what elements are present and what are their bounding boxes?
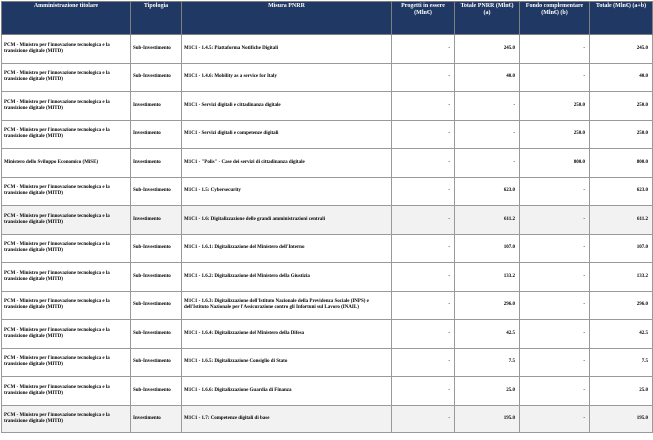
cell-totale: 250.0 [590, 120, 653, 149]
cell-misura: M1C1 - 1.6: Digitalizzazione delle grandi amministrazioni centrali [182, 206, 392, 235]
cell-fondo: - [520, 63, 590, 92]
cell-misura: M1C1 - 1.6.6: Digitalizzazione Guardia di Finanza [182, 377, 392, 406]
cell-amministrazione: PCM - Ministro per l'innovazione tecnologica e la transizione digitale (MITD) [2, 405, 131, 432]
table-row [2, 177, 653, 206]
cell-tipologia: Sub-Investimento [131, 177, 182, 206]
cell-tipologia: Sub-Investimento [131, 377, 182, 406]
cell-totale-pnrr: 296.0 [455, 291, 520, 320]
cell-tipologia: Sub-Investimento [131, 348, 182, 377]
cell-totale: 42.5 [590, 320, 653, 349]
cell-fondo: 800.0 [520, 149, 590, 178]
pnrr-measures-table [1, 1, 653, 433]
cell-totale: 623.0 [590, 177, 653, 206]
cell-misura: M1C1 - 1.6.4: Digitalizzazione del Ministero della Difesa [182, 320, 392, 349]
header-fondo: Fondo complementare (Mln€) (b) [520, 2, 590, 35]
cell-misura: M1C1 - Servizi digitali e cittadinanza digitale [182, 92, 392, 121]
table-row [2, 377, 653, 406]
table-row [2, 263, 653, 292]
cell-tipologia: Investimento [131, 92, 182, 121]
cell-tipologia: Investimento [131, 149, 182, 178]
cell-progetti: - [392, 35, 455, 64]
cell-fondo: - [520, 206, 590, 235]
cell-totale: 40.0 [590, 63, 653, 92]
cell-misura: M1C1 - Servizi digitali e competenze digitali [182, 120, 392, 149]
cell-totale: 25.0 [590, 377, 653, 406]
header-totale-pnrr: Totale PNRR (Mln€) (a) [455, 2, 520, 35]
cell-misura: M1C1 - 1.7: Competenze digitali di base [182, 405, 392, 432]
cell-amministrazione: PCM - Ministro per l'innovazione tecnologica e la transizione digitale (MITD) [2, 177, 131, 206]
cell-progetti: - [392, 348, 455, 377]
table-row [2, 35, 653, 64]
header-progetti: Progetti in essere (Mln€) [392, 2, 455, 35]
cell-amministrazione: PCM - Ministro per l'innovazione tecnologica e la transizione digitale (MITD) [2, 291, 131, 320]
cell-totale: 611.2 [590, 206, 653, 235]
cell-fondo: - [520, 177, 590, 206]
cell-totale: 296.0 [590, 291, 653, 320]
cell-misura: M1C1 - 1.6.1: Digitalizzazione del Ministero dell'Interno [182, 234, 392, 263]
cell-amministrazione: PCM - Ministro per l'innovazione tecnologica e la transizione digitale (MITD) [2, 35, 131, 64]
cell-amministrazione: PCM - Ministro per l'innovazione tecnologica e la transizione digitale (MITD) [2, 120, 131, 149]
table-row [2, 149, 653, 178]
header-misura: Misura PNRR [182, 2, 392, 35]
cell-totale-pnrr: - [455, 149, 520, 178]
cell-misura: M1C1 - 1.6.5: Digitalizzazione Consiglio di Stato [182, 348, 392, 377]
cell-tipologia: Sub-Investimento [131, 263, 182, 292]
cell-fondo: - [520, 320, 590, 349]
cell-tipologia: Sub-Investimento [131, 320, 182, 349]
cell-amministrazione: PCM - Ministro per l'innovazione tecnologica e la transizione digitale (MITD) [2, 348, 131, 377]
cell-amministrazione: PCM - Ministro per l'innovazione tecnologica e la transizione digitale (MITD) [2, 63, 131, 92]
header-amministrazione: Amministrazione titolare [2, 2, 131, 35]
cell-totale-pnrr: 25.0 [455, 377, 520, 406]
cell-totale: 133.2 [590, 263, 653, 292]
table-row [2, 206, 653, 235]
table-row [2, 405, 653, 432]
cell-amministrazione: PCM - Ministro per l'innovazione tecnologica e la transizione digitale (MITD) [2, 92, 131, 121]
header-totale: Totale (Mln€) (a+b) [590, 2, 653, 35]
cell-fondo: 250.0 [520, 120, 590, 149]
cell-totale-pnrr: 611.2 [455, 206, 520, 235]
cell-fondo: 250.0 [520, 92, 590, 121]
cell-misura: M1C1 - 1.6.2: Digitalizzazione del Ministero della Giustizia [182, 263, 392, 292]
cell-fondo: - [520, 35, 590, 64]
cell-totale-pnrr: 107.0 [455, 234, 520, 263]
cell-totale: 7.5 [590, 348, 653, 377]
cell-tipologia: Sub-Investimento [131, 234, 182, 263]
cell-progetti: - [392, 149, 455, 178]
cell-totale-pnrr: 40.0 [455, 63, 520, 92]
table-row [2, 291, 653, 320]
cell-totale: 245.0 [590, 35, 653, 64]
cell-amministrazione: PCM - Ministro per l'innovazione tecnologica e la transizione digitale (MITD) [2, 377, 131, 406]
cell-amministrazione: PCM - Ministro per l'innovazione tecnologica e la transizione digitale (MITD) [2, 263, 131, 292]
cell-misura: M1C1 - 1.6.3: Digitalizzazione dell'Istituto Nazionale della Previdenza Sociale (INPS) e dell'Istituto Nazionale per l'Assicurazione contro gli Infortuni sul Lavoro (INAIL) [182, 291, 392, 320]
cell-amministrazione: Ministero dello Sviluppo Economico (MiSE) [2, 149, 131, 178]
cell-tipologia: Sub-Investimento [131, 291, 182, 320]
cell-misura: M1C1 - 1.4.5: Piattaforma Notifiche Digitali [182, 35, 392, 64]
cell-tipologia: Investimento [131, 206, 182, 235]
cell-misura: M1C1 - 1.5: Cybersecurity [182, 177, 392, 206]
cell-totale-pnrr: 195.0 [455, 405, 520, 432]
cell-totale: 195.0 [590, 405, 653, 432]
table-row [2, 120, 653, 149]
cell-totale-pnrr: 133.2 [455, 263, 520, 292]
cell-totale-pnrr: 623.0 [455, 177, 520, 206]
cell-amministrazione: PCM - Ministro per l'innovazione tecnologica e la transizione digitale (MITD) [2, 234, 131, 263]
cell-totale-pnrr: 7.5 [455, 348, 520, 377]
cell-totale: 250.0 [590, 92, 653, 121]
cell-progetti: - [392, 291, 455, 320]
table-row [2, 320, 653, 349]
cell-totale-pnrr: 245.0 [455, 35, 520, 64]
cell-progetti: - [392, 320, 455, 349]
cell-misura: M1C1 - "Polis" - Case dei servizi di cittadinanza digitale [182, 149, 392, 178]
cell-fondo: - [520, 291, 590, 320]
table-row [2, 348, 653, 377]
cell-totale-pnrr: 42.5 [455, 320, 520, 349]
cell-totale-pnrr: - [455, 120, 520, 149]
header-row [2, 2, 653, 35]
header-tipologia: Tipologia [131, 2, 182, 35]
table-row [2, 234, 653, 263]
table-row [2, 63, 653, 92]
cell-fondo: - [520, 348, 590, 377]
cell-amministrazione: PCM - Ministro per l'innovazione tecnologica e la transizione digitale (MITD) [2, 320, 131, 349]
cell-tipologia: Investimento [131, 405, 182, 432]
cell-totale-pnrr: - [455, 92, 520, 121]
cell-amministrazione: PCM - Ministro per l'innovazione tecnologica e la transizione digitale (MITD) [2, 206, 131, 235]
cell-totale: 107.0 [590, 234, 653, 263]
cell-totale: 800.0 [590, 149, 653, 178]
cell-progetti: - [392, 405, 455, 432]
cell-progetti: - [392, 377, 455, 406]
cell-fondo: - [520, 234, 590, 263]
cell-tipologia: Investimento [131, 120, 182, 149]
cell-tipologia: Sub-Investimento [131, 63, 182, 92]
cell-fondo: - [520, 405, 590, 432]
cell-progetti: - [392, 206, 455, 235]
table-row [2, 92, 653, 121]
cell-fondo: - [520, 377, 590, 406]
cell-progetti: - [392, 120, 455, 149]
cell-progetti: - [392, 234, 455, 263]
cell-fondo: - [520, 263, 590, 292]
cell-progetti: - [392, 263, 455, 292]
cell-progetti: - [392, 92, 455, 121]
cell-tipologia: Sub-Investimento [131, 35, 182, 64]
cell-progetti: - [392, 63, 455, 92]
table-body [2, 35, 653, 433]
cell-progetti: - [392, 177, 455, 206]
cell-misura: M1C1 - 1.4.6: Mobility as a service for Italy [182, 63, 392, 92]
